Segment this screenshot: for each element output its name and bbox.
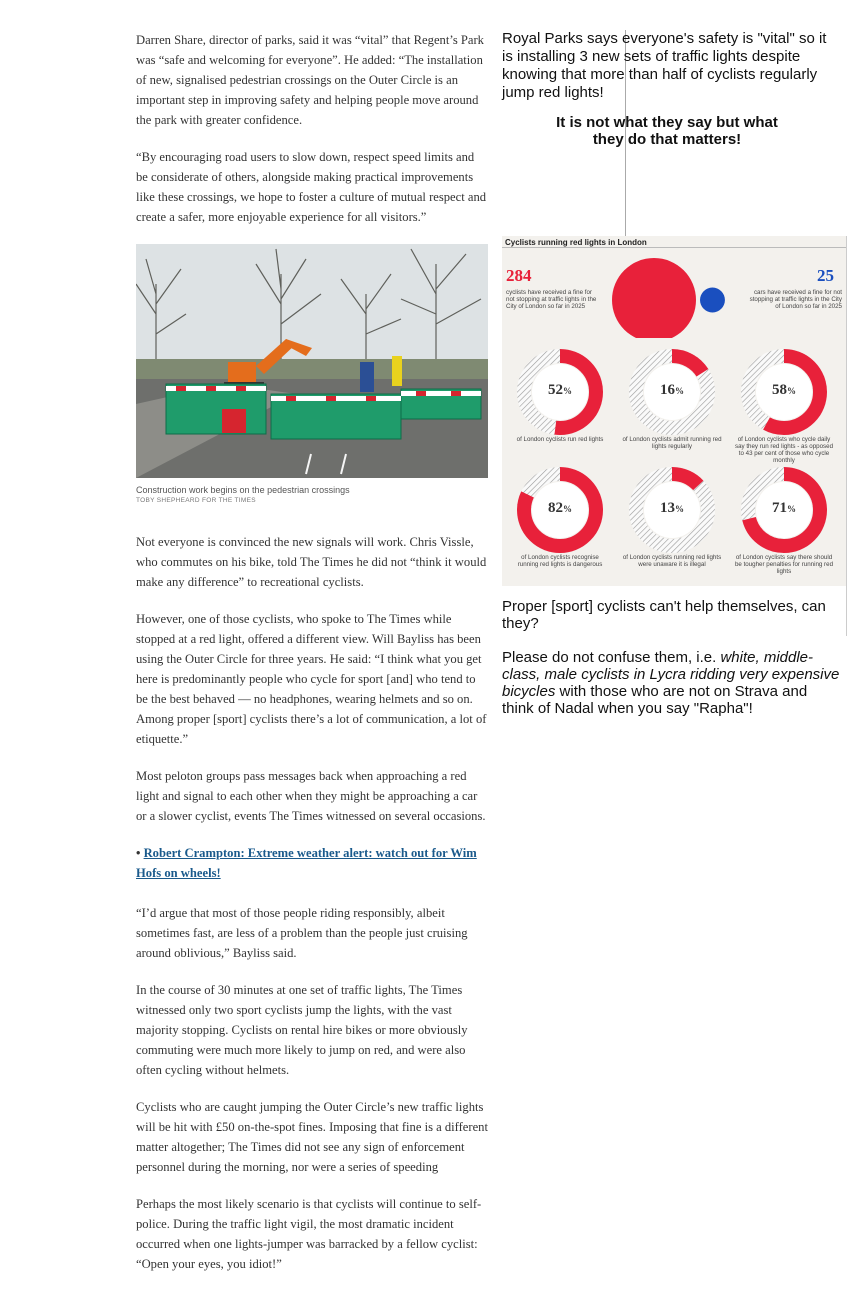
outro-paragraph-1: Proper [sport] cyclists can't help themselves, can they? xyxy=(502,598,826,632)
commentary-outro xyxy=(502,598,842,734)
donut-percentage: 13% xyxy=(660,500,684,516)
donut-label: of London cyclists run red lights xyxy=(516,436,604,443)
donut-label: of London cyclists running red lights were unaware it is illegal xyxy=(622,554,722,568)
article-column xyxy=(136,30,488,1291)
construction-photo-illustration xyxy=(136,244,488,478)
article-paragraph: In the course of 30 minutes at one set of traffic lights, The Times witnessed only two sport cyclists jump the lights, with the vast majority stopping. Cyclists on rental hire bikes or more obviously commuting were much more likely to jump on red, and were also often cycling without helmets. xyxy=(136,983,468,1077)
commentary-intro: Royal Parks says everyone's safety is "vital" so it is installing 3 new sets of traffic lights despite knowing that more than half of cyclists regularly jump red lights! xyxy=(502,30,827,101)
donut-percentage: 58% xyxy=(772,382,796,398)
article-paragraph: Darren Share, director of parks, said it was “vital” that Regent’s Park was “safe and welcoming for everyone”. He added: “The installation of new, signalised pedestrian crossings on the Outer Circle is an important step in improving safety and helping people move around the park with greater confidence. xyxy=(136,33,484,127)
donut-percentage: 16% xyxy=(660,382,684,398)
outro-paragraph-2 xyxy=(502,649,842,717)
article-paragraph: “I’d argue that most of those people riding responsibly, albeit sometimes fast, are less of a problem than the people just cruising around oblivious,” Bayliss said. xyxy=(136,906,468,960)
photo-credit: TOBY SHEPHEARD FOR THE TIMES xyxy=(136,497,256,504)
outro-text: Please do not confuse them, i.e. xyxy=(502,649,721,666)
related-article-link[interactable]: Robert Crampton: Extreme weather alert: watch out for Wim Hofs on wheels! xyxy=(136,846,477,880)
donut-percentage: 82% xyxy=(548,500,572,516)
cars-fines-number: 25 xyxy=(817,266,834,285)
commentary-column xyxy=(502,30,832,148)
fines-bubbles xyxy=(502,248,846,338)
construction-photo xyxy=(136,244,488,478)
percent-sign: % xyxy=(563,504,572,514)
bubble-cyclists xyxy=(612,258,696,338)
donut-label: of London cyclists recognise running red lights is dangerous xyxy=(517,554,603,568)
percent-sign: % xyxy=(675,386,684,396)
outro-text: with those who are not on Strava and think of Nadal when you say "Rapha"! xyxy=(502,683,808,717)
article-paragraph: Most peloton groups pass messages back when approaching a red light and signal to each other when they might be approaching a car or a slower cyclist, events The Times witnessed on several occasions. xyxy=(136,769,486,823)
percent-sign: % xyxy=(787,386,796,396)
article-paragraph: “By encouraging road users to slow down, respect speed limits and be considerate of others, alongside making practical improvements like these crossings, we hope to foster a culture of mutual respect and create a safer, more enjoyable experience for all visitors.” xyxy=(136,150,487,224)
donut-label: of London cyclists who cycle daily say they run red lights - as opposed to 43 per cent of those who cycle monthly xyxy=(734,436,834,464)
outro-italic-text: white, middle-class, male cyclists in Lycra ridding very expensive bicycles xyxy=(502,649,840,700)
related-link-item xyxy=(136,843,488,883)
percent-sign: % xyxy=(787,504,796,514)
article-paragraph: Not everyone is convinced the new signals will work. Chris Vissle, who commutes on his bike, told The Times he did not “think it would make any difference” to recreational cyclists. xyxy=(136,535,487,589)
cars-fines-note: cars have received a fine for not stopping at traffic lights in the City of London so far in 2025 xyxy=(749,289,842,310)
cyclists-fines-number: 284 xyxy=(506,266,532,285)
percent-sign: % xyxy=(563,386,572,396)
bullet: • xyxy=(136,846,141,860)
article-paragraph: Perhaps the most likely scenario is that cyclists will continue to self-police. During the traffic light vigil, the most dramatic incident occurred when one lights-jumper was barracked by a fellow cyclist: “Open your eyes, you idiot!” xyxy=(136,1197,482,1271)
photo-caption: Construction work begins on the pedestrian crossings xyxy=(136,485,350,495)
infographic-title: Cyclists running red lights in London xyxy=(505,238,647,247)
percent-sign: % xyxy=(675,504,684,514)
article-paragraph: However, one of those cyclists, who spoke to The Times while stopped at a red light, offered a different view. Will Bayliss has been using the Outer Circle for three years. He said: “I think what you get here is predominantly people who cycle for sport [and] who tend to be the best behaved — no headphones, wearing helmets and so on. Among proper [sport] cyclists there’s a lot of communication, a lot of etiquette.” xyxy=(136,612,487,746)
donut-label: of London cyclists say there should be tougher penalties for running red lights xyxy=(734,554,834,575)
infographic xyxy=(502,236,846,586)
commentary-emphasis: It is not what they say but what they do that matters! xyxy=(556,114,778,148)
donut-percentage: 52% xyxy=(548,382,572,398)
donut-label: of London cyclists admit running red lights regularly xyxy=(622,436,722,450)
divider-line xyxy=(846,236,847,636)
donut-percentage: 71% xyxy=(772,500,796,516)
cyclists-fines-note: cyclists have received a fine for not stopping at traffic lights in the City of London so far in 2025 xyxy=(506,289,597,310)
article-paragraph: Cyclists who are caught jumping the Outer Circle’s new traffic lights will be hit with £50 on-the-spot fines. Imposing that fine is a different matter altogether; The Times did not see any sign of enforcement personnel during the morning, nor were a series of speeding xyxy=(136,1100,488,1174)
bubble-cars xyxy=(700,288,725,313)
